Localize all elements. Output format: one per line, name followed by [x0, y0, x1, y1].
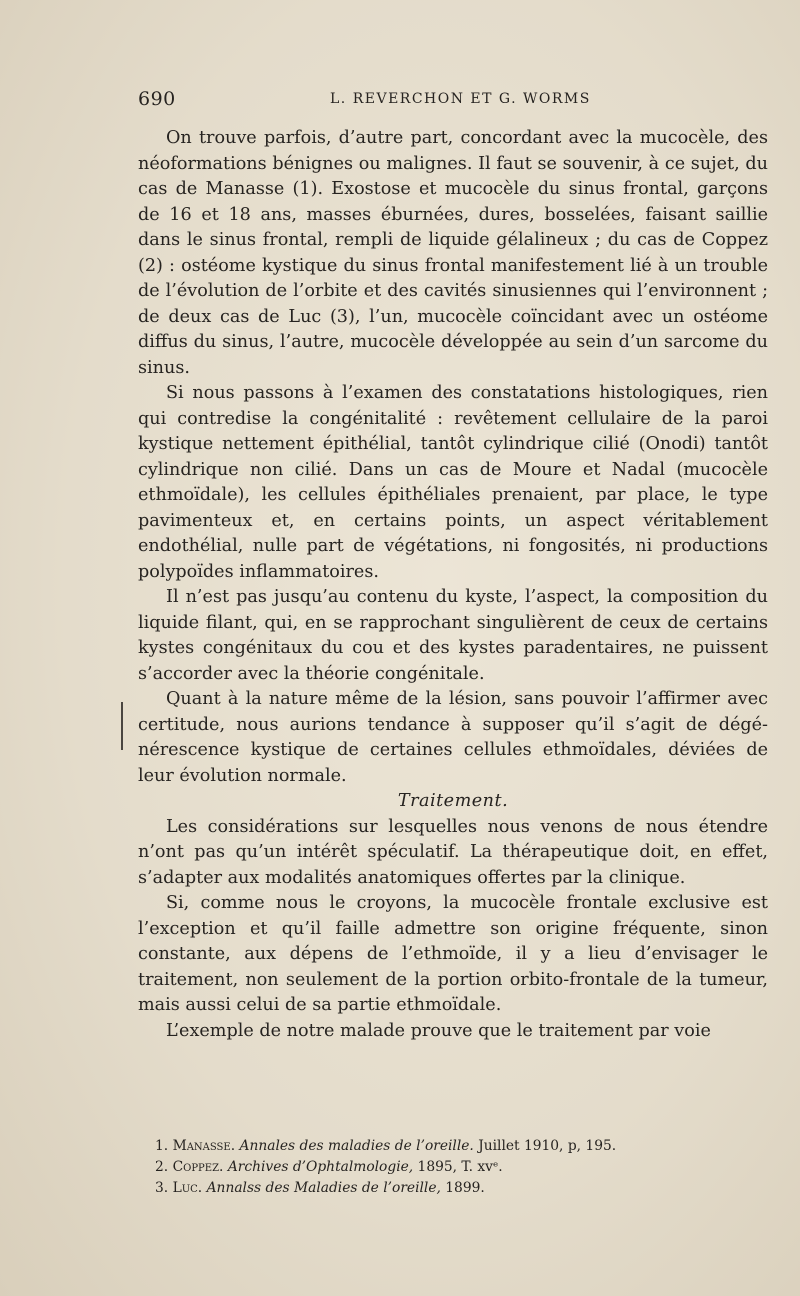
running-head: L. REVERCHON ET G. WORMS [330, 91, 591, 107]
footnote-2 [155, 1157, 755, 1178]
footnotes [155, 1136, 755, 1199]
footnote-details: 1895, T. xvᵉ. [413, 1159, 503, 1175]
section-title: Traitement. [397, 791, 509, 811]
footnote-number: 1. [155, 1138, 169, 1154]
page-number: 690 [138, 88, 176, 110]
paragraph-2: Si nous passons à l’examen des constatations histologiques, rien qui contredise la congénitalité : revêtement cellulaire de la paroi kystique nettement épithélial, tantôt cylindrique cilié (Onodi) tantôt cylindrique non cilié. Dans un cas de Moure et Nadal (mucocèle ethmoïdale), les cellules épithéliales prenaient, par place, le type pavimenteux et, en certains points, un aspect véritablement endothélial, nulle part de végétations, ni fongosités, ni productions polypoïdes inflammatoires. [138, 383, 768, 582]
footnote-details: Juillet 1910, p, 195. [473, 1138, 617, 1154]
paragraph-5: Les considérations sur lesquelles nous venons de nous étendre n’ont pas qu’un intérêt spéculatif. La thérapeutique doit, en effet, s’adapter aux modalités anatomiques offertes par la clinique. [138, 816, 768, 888]
page-header [138, 88, 768, 112]
footnote-author: Luc. [172, 1180, 203, 1196]
footnote-title: Archives d’Ophtalmologie, [227, 1159, 414, 1175]
footnote-number: 3. [155, 1180, 169, 1196]
footnote-number: 2. [155, 1159, 169, 1175]
footnote-details: 1899. [440, 1180, 485, 1196]
footnote-title: Annalss des Maladies de l’oreille, [206, 1180, 441, 1196]
footnote-1 [155, 1136, 755, 1157]
paragraph-7: L’exemple de notre malade prouve que le traitement par voie [166, 1020, 711, 1041]
body-text [138, 126, 768, 1044]
paragraph-1: On trouve parfois, d’autre part, concordant avec la mucocèle, des néoformations bénignes ou malignes. Il faut se souvenir, à ce sujet, du cas de Manasse (1). Exostose et mucocèle du sinus frontal, garçons de 16 et 18 ans, masses éburnées, dures, bosselées, faisant saillie dans le sinus frontal, rempli de liquide gélalineux ; du cas de Coppez (2) : ostéome kystique du sinus frontal manifestement lié à un trouble de l’évolution de l’orbite et des cavités sinusiennes qui l’environnent ; de deux cas de Luc (3), l’un, mucocèle coïncidant avec un ostéome diffus du sinus, l’autre, mucocèle développée au sein d’un sarcome du sinus. [138, 128, 768, 378]
footnote-3 [155, 1178, 755, 1199]
paragraph-3: Il n’est pas jusqu’au contenu du kyste, l’aspect, la composition du liquide filant, qui, en se rapprochant singulièrent de ceux de certains kystes congénitaux du cou et des kystes paradentaires, ne puissent s’accorder avec la théorie congénitale. [138, 587, 768, 684]
paragraph-6: Si, comme nous le croyons, la mucocèle frontale exclusive est l’exception et qu’il faille admettre son origine fréquente, sinon constante, aux dépens de l’ethmoïde, il y a lieu d’envisager le traitement, non seulement de la portion orbito-frontale de la tumeur, mais aussi celui de sa partie ethmoïdale. [138, 893, 768, 1015]
paragraph-4: Quant à la nature même de la lésion, sans pouvoir l’affirmer avec certitude, nous aurions tendance à supposer qu’il s’agit de dégénérescence kystique de certaines cellules ethmoïdales, déviées de leur évolution normale. [138, 689, 768, 786]
footnote-author: Manasse. [172, 1138, 236, 1154]
footnote-author: Coppez. [172, 1159, 224, 1175]
margin-mark [121, 702, 123, 750]
footnote-title: Annales des maladies de l’oreille. [239, 1138, 474, 1154]
